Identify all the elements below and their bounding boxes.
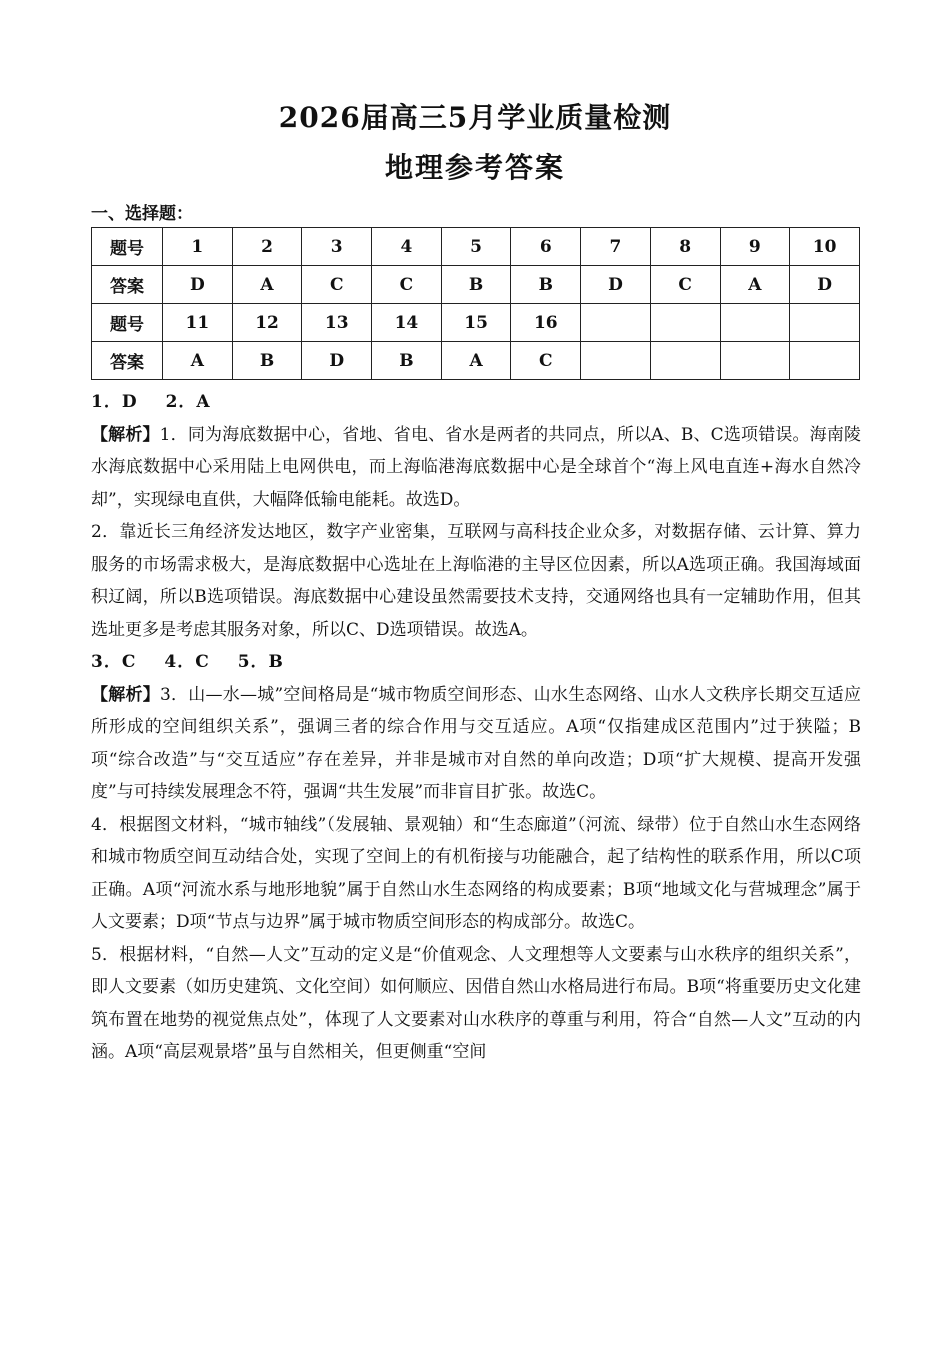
table-cell: D	[302, 342, 372, 380]
table-cell: B	[441, 266, 511, 304]
explanation-text: 3．山—水—城”空间格局是“城市物质空间形态、山水生态网络、山水人文秩序长期交互适应所形成的空间组织关系”，强调三者的综合作用与交互适应。A项“仅指建成区范围内”过于狭隘；B项“综合改造”与“交互适应”存在差异，并非是城市对自然的单向改造；D项“扩大规模、提高开发强度”与可持续发展理念不符，强调“共生发展”而非盲目扩张。故选C。	[91, 684, 862, 802]
explanation-text: 1．同为海底数据中心，省地、省电、省水是两者的共同点，所以A、B、C选项错误。海南陵水海底数据中心采用陆上电网供电，而上海临港海底数据中心是全球首个“海上风电直连+海水自然冷却”，实现绿电直供，大幅降低输电能耗。故选D。	[91, 424, 862, 510]
table-cell: D	[790, 266, 860, 304]
explanation-5: 5．根据材料，“自然—人文”互动的定义是“价值观念、人文理想等人文要素与山水秩序的组织关系”，即人文要素（如历史建筑、文化空间）如何顺应、因借自然山水格局进行布局。B项“将重要历史文化建筑布置在地势的视觉焦点处”，体现了人文要素对山水秩序的尊重与利用，符合“自然—人文”互动的内涵。A项“高层观景塔”虽与自然相关，但更侧重“空间	[91, 944, 861, 1062]
explanation-2: 2．靠近长三角经济发达地区，数字产业密集，互联网与高科技企业众多，对数据存储、云计算、算力服务的市场需求极大，是海底数据中心选址在上海临港的主导区位因素，所以A选项正确。我国海域面积辽阔，所以B选项错误。海底数据中心建设虽然需要技术支持，交通网络也具有一定辅助作用，但其选址更多是考虑其服务对象，所以C、D选项错误。故选A。	[91, 522, 861, 640]
table-cell: 2	[232, 228, 302, 266]
table-cell: 5	[441, 228, 511, 266]
table-cell: A	[441, 342, 511, 380]
table-cell: 14	[372, 304, 442, 342]
table-cell: 10	[790, 228, 860, 266]
table-cell: 4	[372, 228, 442, 266]
table-cell: C	[302, 266, 372, 304]
document-title: 2026届高三5月学业质量检测	[278, 101, 672, 134]
explanation-3	[91, 679, 861, 809]
answer-row-1	[92, 266, 860, 304]
table-cell	[720, 304, 790, 342]
table-cell: A	[720, 266, 790, 304]
answer-item: 1．D	[91, 392, 138, 412]
table-cell: 9	[720, 228, 790, 266]
table-cell: B	[232, 342, 302, 380]
table-cell	[790, 342, 860, 380]
table-cell	[581, 304, 651, 342]
section-heading: 一、选择题：	[91, 204, 193, 224]
table-cell: D	[581, 266, 651, 304]
question-row-2	[92, 304, 860, 342]
explanation-4: 4．根据图文材料，“城市轴线”（发展轴、景观轴）和“生态廊道”（河流、绿带）位于自然山水生态网络和城市物质空间互动结合处，实现了空间上的有机衔接与功能融合，起了结构性的联系作用，所以C项正确。A项“河流水系与地形地貌”属于自然山水生态网络的构成要素；B项“地域文化与营城理念”属于人文要素；D项“节点与边界”属于城市物质空间形态的构成部分。故选C。	[91, 814, 862, 932]
row-label-question: 题号	[92, 304, 163, 342]
table-cell: 1	[163, 228, 233, 266]
explanation-1	[91, 419, 861, 517]
table-cell: D	[163, 266, 233, 304]
answer-item: 3．C	[91, 652, 137, 672]
table-cell: C	[511, 342, 581, 380]
answer-item: 2．A	[165, 392, 211, 412]
table-cell	[581, 342, 651, 380]
table-cell: 15	[441, 304, 511, 342]
table-cell: 11	[163, 304, 233, 342]
table-cell: 3	[302, 228, 372, 266]
table-cell: A	[232, 266, 302, 304]
answer-summary-1	[91, 386, 861, 419]
answer-table	[91, 227, 860, 380]
answer-item: 4．C	[164, 652, 210, 672]
question-row-1	[92, 228, 860, 266]
table-cell: C	[650, 266, 720, 304]
table-cell	[650, 304, 720, 342]
table-cell: A	[163, 342, 233, 380]
table-cell: 7	[581, 228, 651, 266]
answer-summary-2	[91, 646, 861, 679]
table-cell: B	[511, 266, 581, 304]
table-cell	[720, 342, 790, 380]
row-label-answer: 答案	[92, 342, 163, 380]
table-cell: B	[372, 342, 442, 380]
explanations	[91, 386, 861, 1069]
analysis-label: 【解析】	[91, 424, 160, 445]
row-label-question: 题号	[92, 228, 163, 266]
table-cell	[650, 342, 720, 380]
table-cell	[790, 304, 860, 342]
analysis-label: 【解析】	[91, 684, 160, 705]
answer-item: 5．B	[237, 652, 284, 672]
table-cell: C	[372, 266, 442, 304]
document-subtitle: 地理参考答案	[384, 151, 565, 184]
table-cell: 13	[302, 304, 372, 342]
table-cell: 16	[511, 304, 581, 342]
row-label-answer: 答案	[92, 266, 163, 304]
table-cell: 8	[650, 228, 720, 266]
table-cell: 12	[232, 304, 302, 342]
table-cell: 6	[511, 228, 581, 266]
answer-row-2	[92, 342, 860, 380]
